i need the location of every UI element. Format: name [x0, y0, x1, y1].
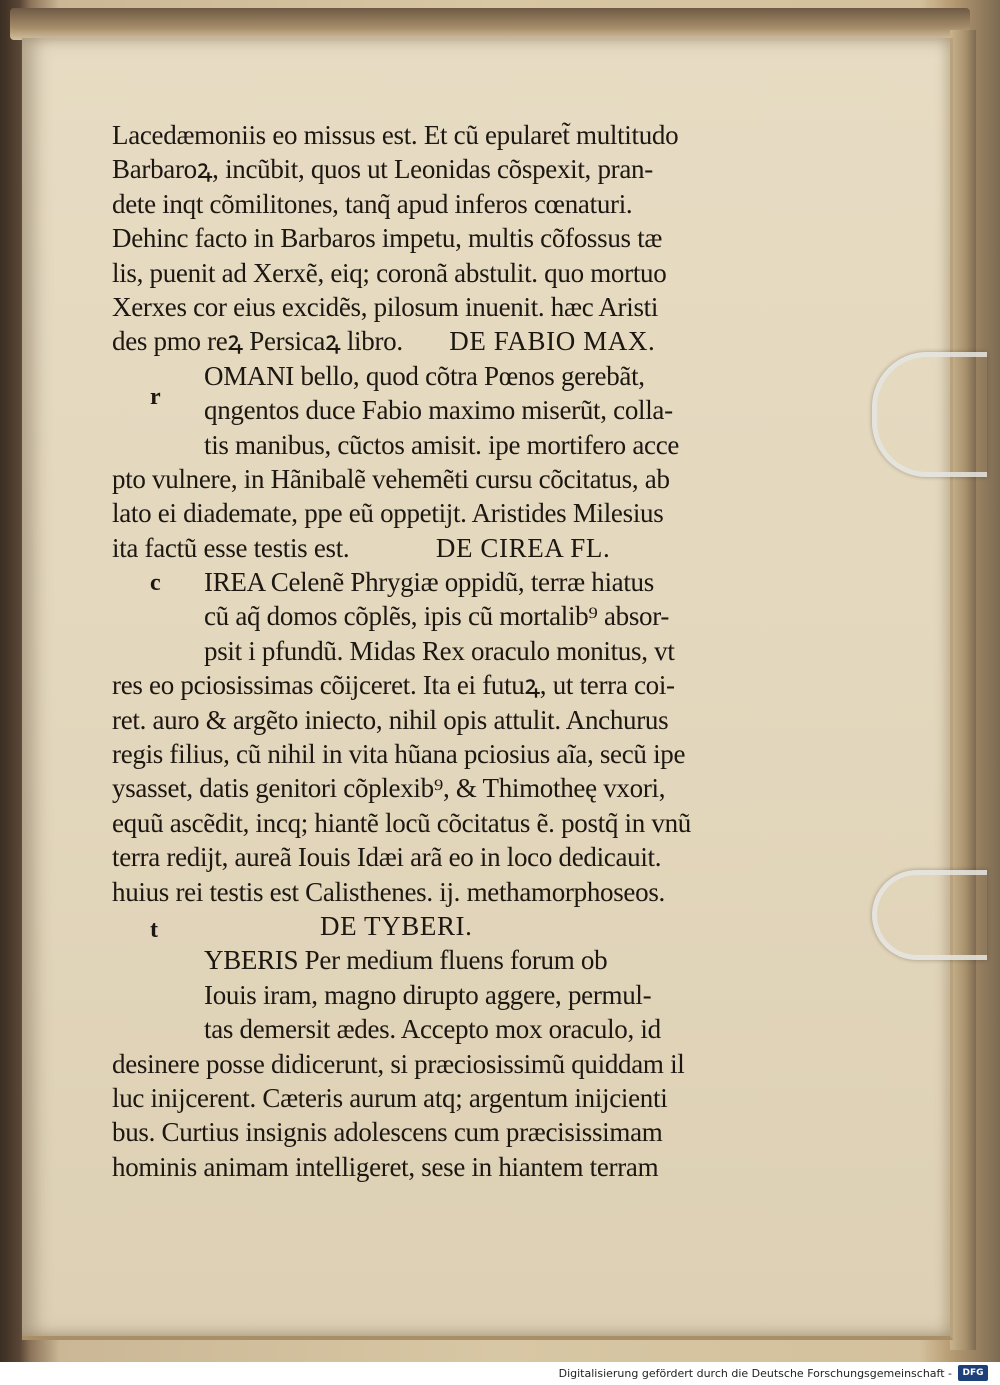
- text-line: terra redijt, aureã Iouis Idæi arã eo in loco dedicauit.: [112, 842, 662, 873]
- paper-clip: [872, 352, 987, 477]
- text-fragment: ita factũ esse testis est.: [112, 532, 350, 563]
- text-line: tas demersit ædes. Accepto mox oraculo, id: [204, 1014, 661, 1045]
- text-line: dete inqt cõmilitones, tanq̃ apud inferos cœnaturi.: [112, 188, 633, 219]
- text-line: YBERIS Per medium fluens forum ob: [204, 945, 608, 976]
- text-line: lato ei diademate, ppe eũ oppetijt. Aristides Milesius: [112, 498, 664, 529]
- text-line: luc inijcerent. Cæteris aurum atq; argentum inijcienti: [112, 1082, 668, 1113]
- text-line: Barbaroꝝ, incũbit, quos ut Leonidas cõspexit, pran-: [112, 154, 653, 185]
- text-line: equũ ascẽdit, incq; hiantẽ locũ cõcitatus ẽ. postq̃ in vnũ: [112, 807, 691, 838]
- text-line: ysasset, datis genitori cõplexib⁹, & Thimotheę vxori,: [112, 773, 666, 804]
- guide-letter-c: c: [150, 570, 161, 596]
- text-line: IREA Celenẽ Phrygiæ oppidũ, terræ hiatus: [204, 567, 654, 598]
- text-fragment: des pmo reꝝ Persicaꝝ libro.: [112, 326, 403, 357]
- guide-letter-t: t: [150, 917, 158, 943]
- funding-notice: Digitalisierung gefördert durch die Deutsche Forschungsgemeinschaft -: [558, 1367, 952, 1380]
- text-line: hominis animam intelligeret, sese in hiantem terram: [112, 1151, 659, 1182]
- page-text: [112, 118, 752, 1184]
- section-heading-cirea: DE CIREA FL.: [435, 532, 611, 563]
- text-line: desinere posse didicerunt, si præciosissimũ quiddam il: [112, 1048, 685, 1079]
- text-line: res eo pciosissimas cõijceret. Ita ei futuꝝ, ut terra coi-: [112, 670, 675, 701]
- text-line-with-heading: [112, 531, 752, 565]
- dfg-logo: DFG: [958, 1365, 988, 1381]
- text-line-with-heading: [112, 324, 752, 358]
- text-line: qngentos duce Fabio maximo miserũt, colla-: [204, 395, 673, 426]
- text-line: bus. Curtius insignis adolescens cum præcisissimam: [112, 1117, 663, 1148]
- text-line: OMANI bello, quod cõtra Pœnos gerebãt,: [204, 360, 645, 391]
- text-line: Xerxes cor eius excidẽs, pilosum inuenit. hæc Aristi: [112, 291, 659, 322]
- text-line: regis filius, cũ nihil in vita hũana pciosius aĩa, secũ ipe: [112, 739, 686, 770]
- guide-letter-r: r: [150, 384, 161, 410]
- text-line: pto vulnere, in Hãnibalẽ vehemẽti cursu cõcitatus, ab: [112, 463, 670, 494]
- text-line: psit i pfundũ. Midas Rex oraculo monitus, vt: [204, 635, 675, 666]
- text-line: huius rei testis est Calisthenes. ij. methamorphoseos.: [112, 876, 665, 907]
- section-heading-tyberi: DE TYBERI.: [320, 910, 473, 941]
- text-line: lis, puenit ad Xerxẽ, eiq; coronã abstulit. quo mortuo: [112, 257, 667, 288]
- text-line: ret. auro & argẽto iniecto, nihil opis attulit. Anchurus: [112, 704, 669, 735]
- text-line: tis manibus, cũctos amisit. ipe mortifero acce: [204, 429, 680, 460]
- book-top-edge: [10, 8, 970, 40]
- text-line: Iouis iram, magno dirupto aggere, permul-: [204, 979, 652, 1010]
- book-fore-edge: [950, 30, 976, 1350]
- paper-clip: [872, 870, 987, 960]
- footer-bar: [0, 1362, 1000, 1385]
- text-line: Dehinc facto in Barbaros impetu, multis cõfossus tæ: [112, 223, 663, 254]
- section-heading-fabio: DE FABIO MAX.: [449, 326, 656, 357]
- text-line: cũ aq̃ domos cõplẽs, ipis cũ mortalib⁹ absor-: [204, 601, 670, 632]
- text-line: Lacedæmoniis eo missus est. Et cũ epularet̃ multitudo: [112, 120, 679, 150]
